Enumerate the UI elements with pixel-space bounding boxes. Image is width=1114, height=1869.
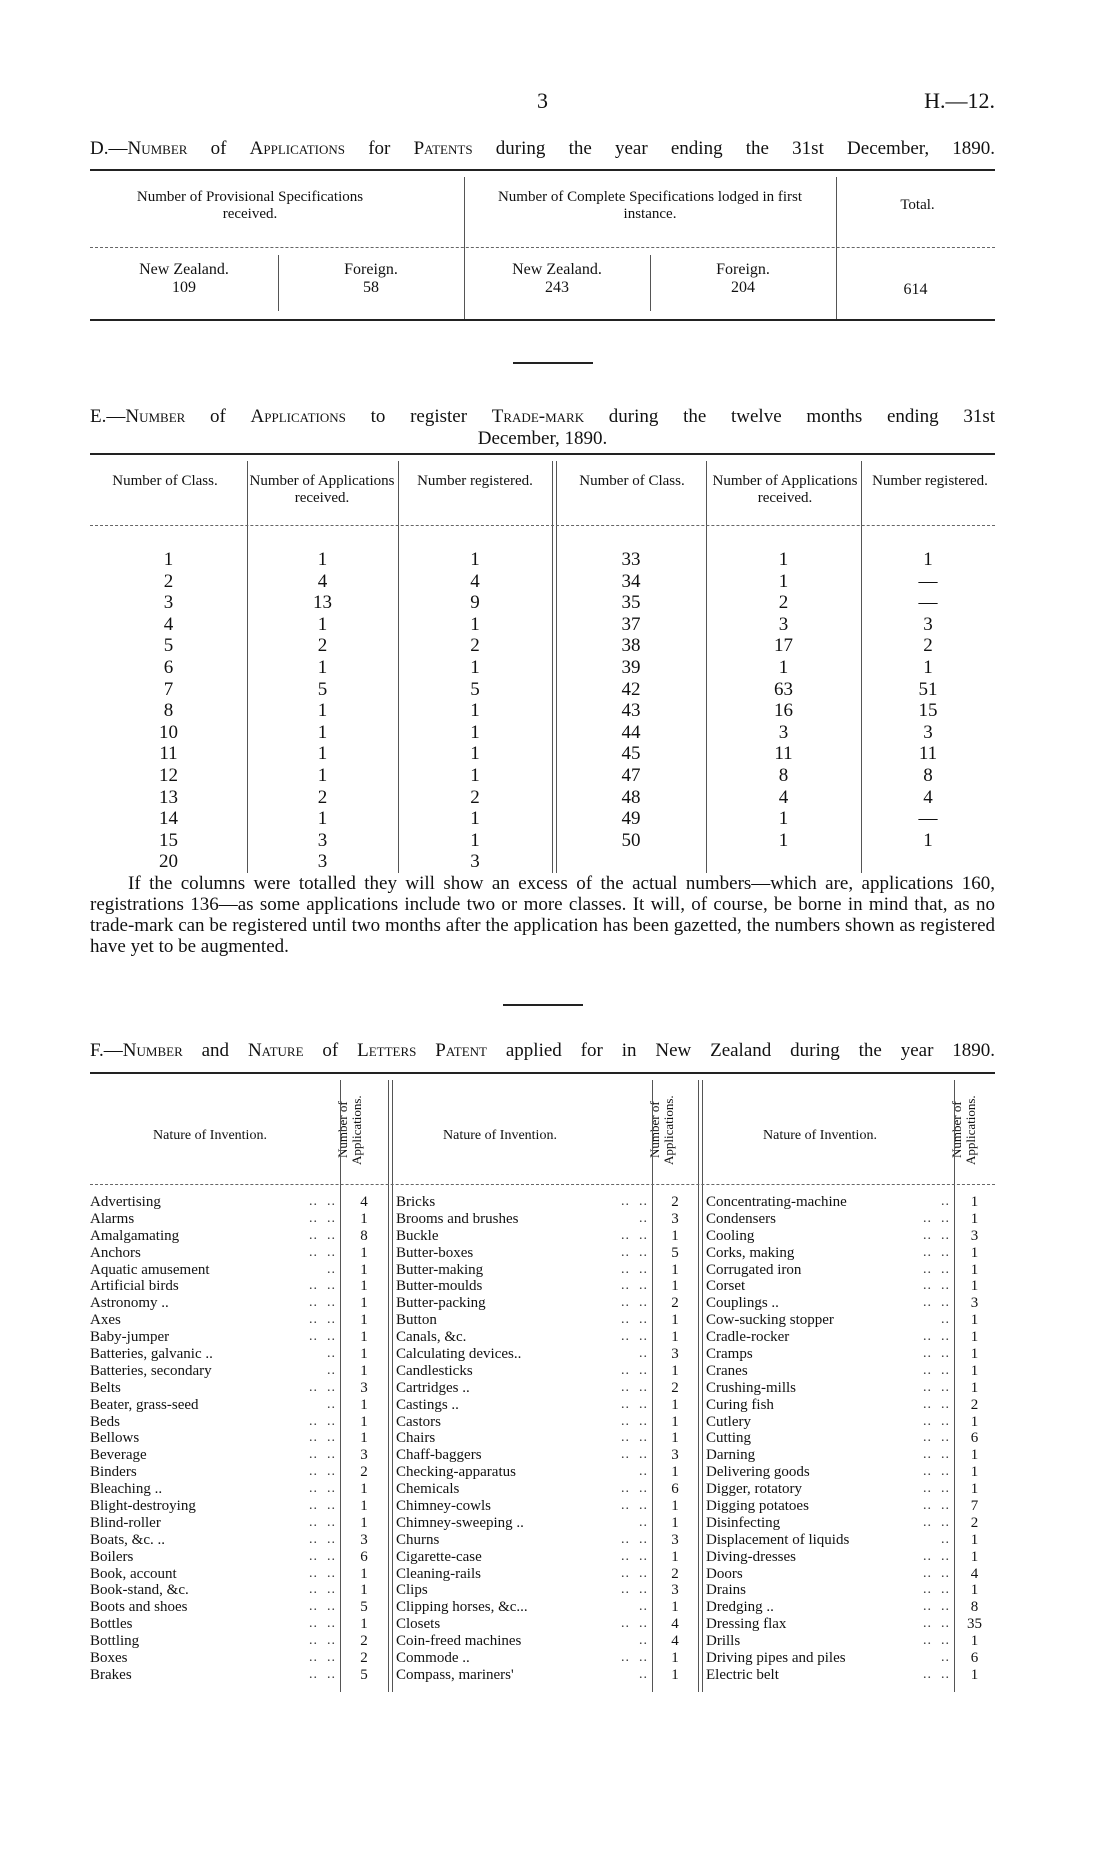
list-item: Blind-roller	[90, 1514, 161, 1531]
list-item: Artificial birds	[90, 1278, 179, 1295]
list-item: Cutlery	[706, 1413, 751, 1430]
list-item: Chimney-cowls	[396, 1498, 491, 1515]
divider	[513, 362, 593, 364]
comp-nz-label: New Zealand.	[512, 261, 602, 278]
list-item: Doors	[706, 1565, 743, 1582]
list-item: Bottles	[90, 1616, 133, 1633]
list-item: Dredging ..	[706, 1599, 774, 1616]
list-item: Chaff-baggers	[396, 1447, 482, 1464]
list-item: Bleaching ..	[90, 1481, 163, 1498]
f-col3-names	[706, 1194, 906, 1684]
comp-foreign-label: Foreign.	[716, 261, 770, 278]
list-item: Closets	[396, 1616, 441, 1633]
prov-nz-label: New Zealand.	[139, 261, 229, 278]
list-item: Batteries, galvanic ..	[90, 1346, 213, 1363]
page-number: 3	[537, 88, 548, 113]
list-item: Buckle	[396, 1227, 439, 1244]
h-number-3: Number of Applications.	[949, 1095, 978, 1165]
list-item: Boxes	[90, 1650, 128, 1667]
f-col2-numbers: 2 3 1 5 1 1 2 1 1 3 1 2 1 1 1 3 1 6 1 1 3 1 2 3 1 4 4 1 1	[671, 1194, 679, 1683]
list-item: Beds	[90, 1413, 120, 1430]
list-item: Bottling	[90, 1633, 140, 1650]
list-item: Drains	[706, 1582, 746, 1599]
table-e	[90, 453, 995, 873]
list-item: Disinfecting	[706, 1514, 781, 1531]
list-item: Digging potatoes	[706, 1498, 809, 1515]
list-item: Corks, making	[706, 1244, 795, 1261]
list-item: Cooling	[706, 1227, 755, 1244]
list-item: Alarms	[90, 1210, 135, 1227]
list-item: Anchors	[90, 1244, 141, 1261]
list-item: Castors	[396, 1413, 441, 1430]
list-item: Axes	[90, 1312, 121, 1329]
h-nature-3: Nature of Invention.	[763, 1128, 877, 1143]
comp-foreign-value: 204	[731, 279, 755, 296]
list-item: Bellows	[90, 1430, 140, 1447]
list-item: Condensers	[706, 1210, 776, 1227]
list-item: Diving-dresses	[706, 1548, 796, 1565]
h-class-left: Number of Class.	[112, 473, 218, 489]
leader-dots-3: .. .. .. .. .. .. .. .. .. .. .. .. .. .. .. .. .. .. .. .. .. .. .. .. .. .. .. .. .. .. .. .. .. .. .. .. .. .. .. .. .. .. .. .. .. .. .. .. .. .. .. .. .. ..	[923, 1194, 950, 1682]
list-item: Brakes	[90, 1666, 132, 1683]
list-item: Commode ..	[396, 1650, 470, 1667]
divider	[503, 1004, 583, 1006]
e-left-class-col: 1 2 3 4 5 6 7 8 10 11 12 13 14 15 20	[159, 549, 178, 873]
list-item: Digger, rotatory	[706, 1481, 803, 1498]
list-item: Cow-sucking stopper	[706, 1312, 834, 1329]
list-item: Couplings ..	[706, 1295, 779, 1312]
section-d-title: D.—Number of Applications for Patents during the year ending the 31st December, 1890.	[90, 138, 996, 159]
list-item: Corrugated iron	[706, 1261, 802, 1278]
list-item: Electric belt	[706, 1666, 779, 1683]
section-e-note: If the columns were totalled they will show an excess of the actual numbers—which are, applications 160, registrations 136—as some applications include two or more classes. It will, of course, be borne in mind that, as no trade-mark can be registered until two months after the application has been gazetted, the numbers shown as registered have yet to be augmented.	[90, 873, 995, 957]
list-item: Brooms and brushes	[396, 1210, 519, 1227]
e-left-registered-col: 1 4 9 1 2 1 5 1 1 1 1 2 1 1 3	[470, 549, 480, 873]
list-item: Butter-making	[396, 1261, 484, 1278]
f-col1-numbers: 4 1 8 1 1 1 1 1 1 1 1 3 1 1 1 3 2 1 1 1 3 6 1 1 5 1 2 2 5	[360, 1194, 368, 1683]
h-number-2: Number of Applications.	[647, 1095, 676, 1165]
e-right-class-col: 33 34 35 37 38 39 42 43 44 45 47 48 49 50	[621, 549, 641, 851]
h-class-right: Number of Class.	[579, 473, 685, 489]
list-item: Cramps	[706, 1346, 753, 1363]
h-registered-left: Number registered.	[417, 473, 533, 489]
list-item: Castings ..	[396, 1396, 459, 1413]
list-item: Compass, mariners'	[396, 1666, 514, 1683]
f-col2-names	[396, 1194, 566, 1684]
list-item: Cartridges ..	[396, 1379, 470, 1396]
list-item: Amalgamating	[90, 1227, 180, 1244]
list-item: Crushing-mills	[706, 1379, 797, 1396]
prov-foreign-label: Foreign.	[344, 261, 398, 278]
list-item: Butter-boxes	[396, 1244, 474, 1261]
h-received-left: Number of Applications received.	[249, 473, 395, 506]
list-item: Clips	[396, 1582, 428, 1599]
document-reference: H.—12.	[924, 88, 995, 113]
list-item: Binders	[90, 1464, 137, 1481]
list-item: Chimney-sweeping ..	[396, 1514, 524, 1531]
list-item: Beverage	[90, 1447, 147, 1464]
h-received-right: Number of Applications received.	[712, 473, 858, 506]
list-item: Chairs	[396, 1430, 436, 1447]
list-item: Dressing flax	[706, 1616, 787, 1633]
list-item: Checking-apparatus	[396, 1464, 516, 1481]
e-right-registered-col: 1 — — 3 2 1 51 15 3 11 8 4 — 1	[918, 549, 938, 851]
list-item: Belts	[90, 1379, 121, 1396]
list-item: Beater, grass-seed	[90, 1396, 199, 1413]
section-f-title: F.—Number and Nature of Letters Patent applied for in New Zealand during the year 1890.	[90, 1040, 996, 1061]
list-item: Book, account	[90, 1565, 177, 1582]
list-item: Clipping horses, &c...	[396, 1599, 528, 1616]
list-item: Drills	[706, 1633, 741, 1650]
h-number-1: Number of Applications.	[335, 1095, 364, 1165]
leader-dots-1: .. .. .. .. .. .. .. .. .. .. .. .. .. .. .. .. .. .. .. .. .. .. .. .. .. .. .. .. .. .. .. .. .. .. .. .. .. .. .. .. .. .. .. .. .. .. .. .. .. .. .. .. .. ..	[309, 1194, 336, 1682]
section-e-title-line2: December, 1890.	[477, 428, 608, 449]
list-item: Curing fish	[706, 1396, 774, 1413]
list-item: Cigarette-case	[396, 1548, 482, 1565]
list-item: Concentrating-machine	[706, 1194, 847, 1210]
table-f	[90, 1072, 995, 1692]
list-item: Driving pipes and piles	[706, 1650, 846, 1667]
list-item: Candlesticks	[396, 1362, 473, 1379]
h-nature-1: Nature of Invention.	[153, 1128, 267, 1143]
list-item: Boats, &c. ..	[90, 1531, 165, 1548]
list-item: Book-stand, &c.	[90, 1582, 189, 1599]
header-provisional: Number of Provisional Specifications received.	[136, 189, 364, 222]
section-e-title: E.—Number of Applications to register Trade-mark during the twelve months ending 31st	[90, 406, 996, 427]
e-right-received-col: 1 1 2 3 17 1 63 16 3 11 8 4 1 1	[774, 549, 793, 851]
f-col1-names	[90, 1194, 280, 1684]
list-item: Bricks	[396, 1194, 436, 1210]
list-item: Corset	[706, 1278, 746, 1295]
list-item: Chemicals	[396, 1481, 460, 1498]
f-col3-numbers: 1 1 3 1 1 1 3 1 1 1 1 1 2 1 6 1 1 1 7 2 1 1 4 1 8 35 1 6 1	[967, 1194, 982, 1683]
list-item: Blight-destroying	[90, 1498, 196, 1515]
prov-foreign-value: 58	[363, 279, 379, 296]
list-item: Baby-jumper	[90, 1329, 170, 1346]
list-item: Boots and shoes	[90, 1599, 188, 1616]
list-item: Advertising	[90, 1194, 161, 1210]
list-item: Coin-freed machines	[396, 1633, 522, 1650]
e-left-received-col: 1 4 13 1 2 1 5 1 1 1 1 2 1 3 3	[313, 549, 332, 873]
h-nature-2: Nature of Invention.	[443, 1128, 557, 1143]
list-item: Butter-packing	[396, 1295, 486, 1312]
list-item: Cleaning-rails	[396, 1565, 481, 1582]
list-item: Butter-moulds	[396, 1278, 483, 1295]
prov-nz-value: 109	[172, 279, 196, 296]
table-d	[90, 169, 995, 321]
h-registered-right: Number registered.	[872, 473, 988, 489]
leader-dots-2: .. .. .. .. .. .. .. .. .. .. .. .. .. .. .. .. .. .. .. .. .. .. .. .. .. .. .. .. .. .. .. .. .. .. .. .. .. .. .. .. .. .. .. .. .. .. .. .. .. .. ..	[621, 1194, 648, 1682]
header-complete: Number of Complete Specifications lodged in first instance.	[497, 189, 803, 222]
list-item: Calculating devices..	[396, 1346, 522, 1363]
list-item: Boilers	[90, 1548, 134, 1565]
list-item: Batteries, secondary	[90, 1362, 212, 1379]
list-item: Canals, &c.	[396, 1329, 467, 1346]
header-total: Total.	[900, 197, 935, 213]
list-item: Cradle-rocker	[706, 1329, 790, 1346]
total-value: 614	[903, 281, 928, 298]
list-item: Cutting	[706, 1430, 752, 1447]
list-item: Button	[396, 1312, 437, 1329]
page-header	[90, 88, 995, 118]
list-item: Aquatic amusement	[90, 1261, 210, 1278]
comp-nz-value: 243	[545, 279, 569, 296]
list-item: Churns	[396, 1531, 440, 1548]
list-item: Cranes	[706, 1362, 748, 1379]
list-item: Darning	[706, 1447, 756, 1464]
list-item: Delivering goods	[706, 1464, 810, 1481]
list-item: Displacement of liquids	[706, 1531, 850, 1548]
list-item: Astronomy ..	[90, 1295, 169, 1312]
